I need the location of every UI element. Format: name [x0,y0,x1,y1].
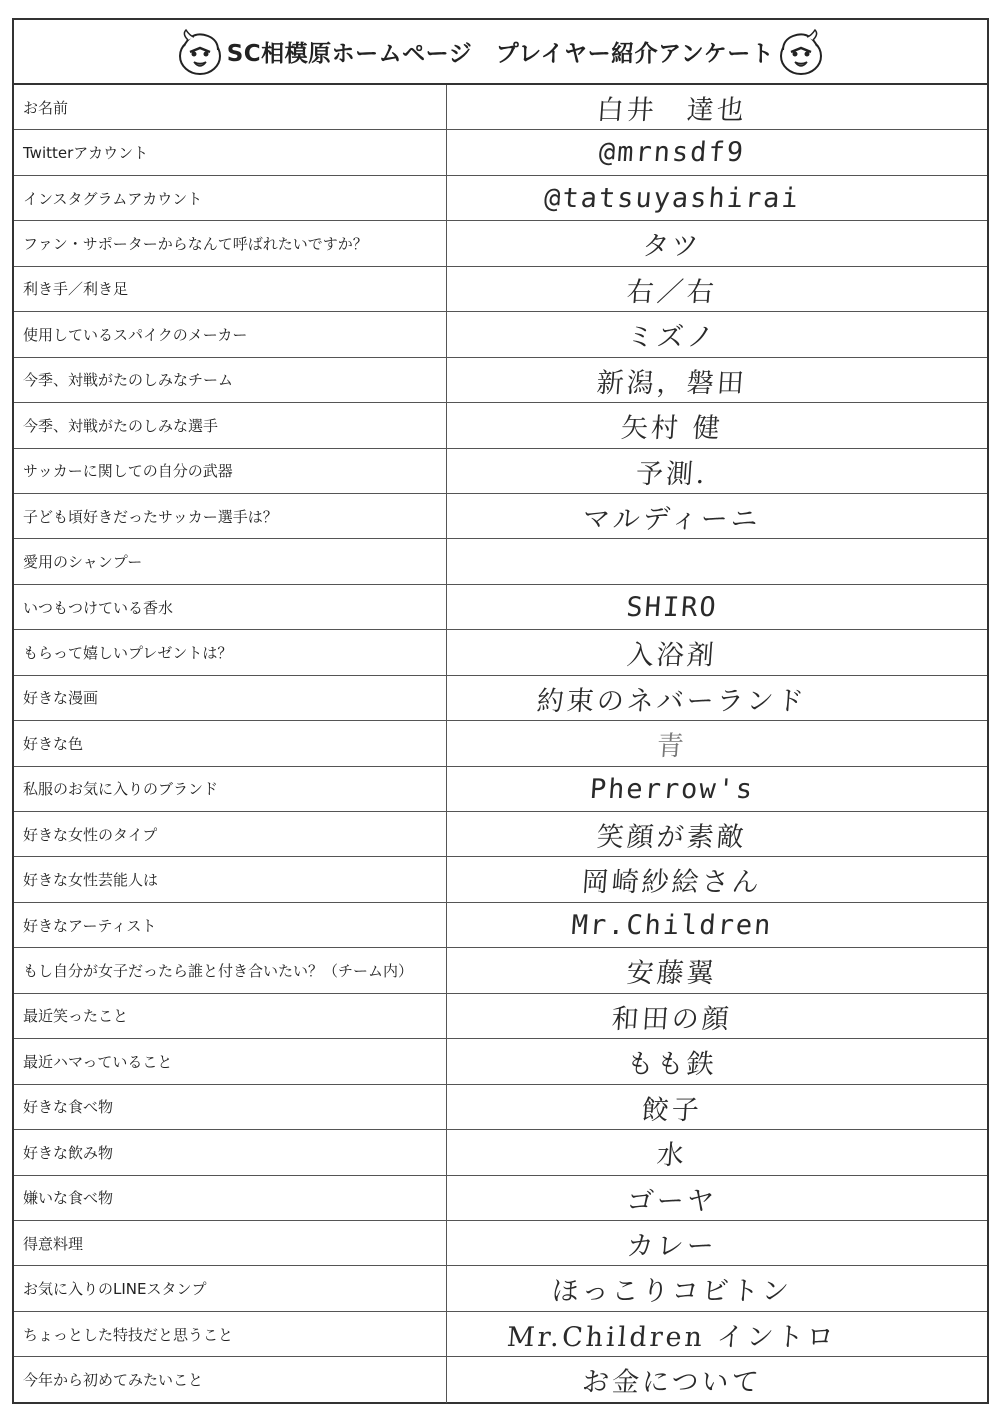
question-label: 好きな飲み物 [14,1130,447,1174]
answer-text: もも鉄 [625,1048,718,1080]
answer-text: 予測. [634,458,709,490]
qa-row [14,1266,987,1311]
mascot-bird-icon [174,26,226,78]
qa-row [14,1176,987,1221]
qa-row [14,1130,987,1175]
answer-text: 水 [655,1139,688,1171]
answer-text: @tatsuyashirai [543,182,801,214]
qa-row [14,1221,987,1266]
question-label: 好きな食べ物 [14,1085,447,1129]
qa-row [14,1312,987,1357]
qa-row [14,630,987,675]
answer-text: ほっこりコビトン [550,1276,793,1308]
answer-text: カレー [625,1230,718,1262]
question-label: 好きな女性のタイプ [14,812,447,856]
answer-text: @mrnsdf9 [597,137,747,169]
qa-row [14,312,987,357]
qa-row [14,676,987,721]
question-label: 使用しているスパイクのメーカー [14,312,447,356]
question-label: 今季、対戦がたのしみなチーム [14,358,447,402]
question-label: 好きな女性芸能人は [14,857,447,901]
answer-text: Mr.Children イントロ [505,1321,838,1353]
qa-row [14,267,987,312]
qa-row [14,767,987,812]
qa-row [14,721,987,766]
qa-row [14,1039,987,1084]
question-label: もらって嬉しいプレゼントは？ [14,630,447,674]
answer-text: 餃子 [640,1094,703,1126]
answer-text: 安藤翼 [625,958,718,990]
qa-row [14,539,987,584]
question-label: いつもつけている香水 [14,585,447,629]
qa-row [14,857,987,902]
answer-text: Mr.Children [570,909,774,941]
qa-row [14,1357,987,1402]
qa-table [14,85,987,1403]
qa-row [14,403,987,448]
answer-text: 矢村 健 [619,412,724,444]
answer-text: 青 [655,730,688,762]
answer-text: 約束のネバーランド [535,685,808,717]
question-label: ファン・サポーターからなんて呼ばれたいですか？ [14,221,447,265]
answer-text: ゴーヤ [625,1185,718,1217]
questionnaire-sheet [12,18,989,1404]
title-bar [14,20,987,85]
qa-row [14,449,987,494]
qa-row [14,1085,987,1130]
question-label: 今年から初めてみたいこと [14,1357,447,1402]
mascot-bird-icon [775,26,827,78]
question-label: 愛用のシャンプー [14,539,447,583]
question-label: 好きな色 [14,721,447,765]
qa-row [14,130,987,175]
qa-row [14,358,987,403]
answer-text: マルディーニ [581,503,762,535]
question-label: お名前 [14,85,447,129]
answer-text: 笑顔が素敵 [595,821,748,853]
question-label: 嫌いな食べ物 [14,1176,447,1220]
qa-row [14,948,987,993]
question-label: 最近笑ったこと [14,994,447,1038]
question-label: ちょっとした特技だと思うこと [14,1312,447,1356]
answer-text: タツ [641,231,703,263]
page-title: SC相模原ホームページ プレイヤー紹介アンケート [226,41,775,67]
answer-text: 入浴剤 [625,639,718,671]
question-label: 今季、対戦がたのしみな選手 [14,403,447,447]
qa-row [14,994,987,1039]
qa-row [14,494,987,539]
answer-text [445,539,988,583]
answer-text: お金について [580,1367,763,1399]
question-label: 最近ハマっていること [14,1039,447,1083]
answer-text: 岡崎紗絵さん [580,867,763,899]
question-label: 私服のお気に入りのブランド [14,767,447,811]
qa-row [14,585,987,630]
question-label: インスタグラムアカウント [14,176,447,220]
answer-text: Pherrow's [588,773,756,805]
qa-row [14,221,987,266]
question-label: 利き手／利き足 [14,267,447,311]
answer-text: 右／右 [625,276,718,308]
answer-text: ミズノ [625,321,718,353]
question-label: サッカーに関しての自分の武器 [14,449,447,493]
qa-row [14,903,987,948]
question-label: Twitterアカウント [14,130,447,174]
question-label: 子ども頃好きだったサッカー選手は？ [14,494,447,538]
qa-row [14,176,987,221]
question-label: 好きな漫画 [14,676,447,720]
answer-text: 白井 達也 [595,94,748,126]
answer-text: SHIRO [625,591,719,623]
question-label: 得意料理 [14,1221,447,1265]
question-label: 好きなアーティスト [14,903,447,947]
answer-text: 新潟，磐田 [595,367,748,399]
qa-row [14,85,987,130]
answer-text: 和田の顔 [610,1003,733,1035]
question-label: お気に入りのLINEスタンプ [14,1266,447,1310]
question-label: もし自分が女子だったら誰と付き合いたい？（チーム内） [14,948,447,992]
qa-row [14,812,987,857]
